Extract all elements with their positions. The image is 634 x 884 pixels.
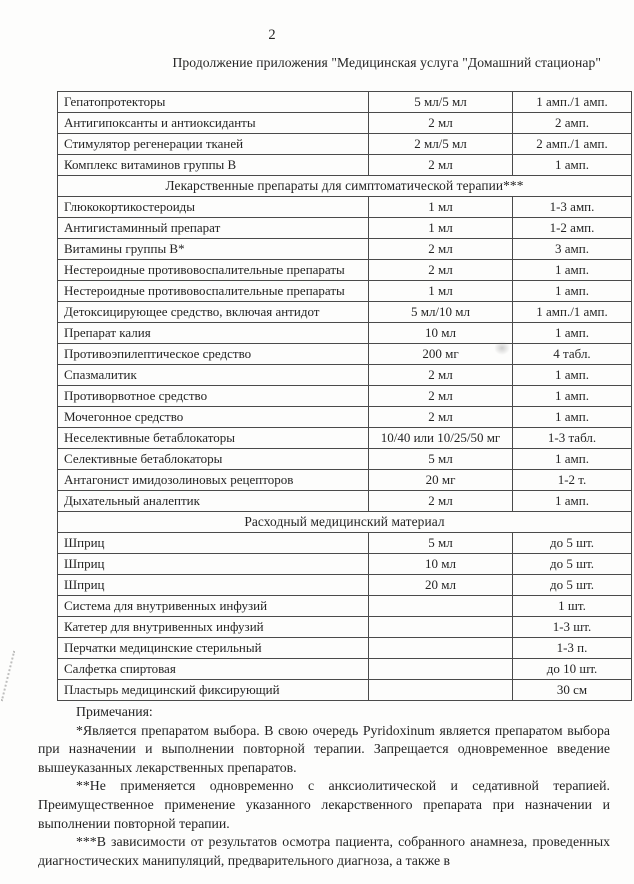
table-row bbox=[58, 239, 632, 260]
table-row bbox=[58, 680, 632, 701]
cell-name: Антагонист имидозолиновых рецепторов bbox=[58, 470, 369, 491]
cell-dose: 5 мл bbox=[369, 449, 513, 470]
table-row bbox=[58, 449, 632, 470]
cell-name: Препарат калия bbox=[58, 323, 369, 344]
section-title: Лекарственные препараты для симптоматической терапии*** bbox=[58, 176, 632, 197]
table-row bbox=[58, 92, 632, 113]
cell-qty: до 10 шт. bbox=[513, 659, 632, 680]
cell-dose: 1 мл bbox=[369, 218, 513, 239]
cell-name: Стимулятор регенерации тканей bbox=[58, 134, 369, 155]
table-row bbox=[58, 575, 632, 596]
cell-name: Шприц bbox=[58, 533, 369, 554]
cell-name: Детоксицирующее средство, включая антидот bbox=[58, 302, 369, 323]
document-header: Продолжение приложения "Медицинская услуга "Домашний стационар" bbox=[172, 55, 601, 70]
cell-name: Нестероидные противовоспалительные препараты bbox=[58, 281, 369, 302]
notes-section bbox=[38, 703, 610, 870]
table-row bbox=[58, 134, 632, 155]
cell-qty: 3 амп. bbox=[513, 239, 632, 260]
cell-name: Антигистаминный препарат bbox=[58, 218, 369, 239]
cell-name: Дыхательный аналептик bbox=[58, 491, 369, 512]
table-row bbox=[58, 155, 632, 176]
cell-dose: 2 мл bbox=[369, 386, 513, 407]
cell-dose: 1 мл bbox=[369, 281, 513, 302]
cell-dose bbox=[369, 638, 513, 659]
table-row bbox=[58, 470, 632, 491]
cell-qty: 1 амп. bbox=[513, 386, 632, 407]
cell-dose: 20 мг bbox=[369, 470, 513, 491]
cell-name: Спазмалитик bbox=[58, 365, 369, 386]
cell-name: Шприц bbox=[58, 554, 369, 575]
table-row bbox=[58, 638, 632, 659]
notes-title: Примечания: bbox=[76, 704, 153, 719]
table-row bbox=[58, 113, 632, 134]
cell-dose: 2 мл bbox=[369, 113, 513, 134]
table-row bbox=[58, 281, 632, 302]
table-row bbox=[58, 344, 632, 365]
cell-dose: 2 мл bbox=[369, 491, 513, 512]
cell-name: Катетер для внутривенных инфузий bbox=[58, 617, 369, 638]
cell-name: Антигипоксанты и антиоксиданты bbox=[58, 113, 369, 134]
cell-dose: 2 мл bbox=[369, 365, 513, 386]
drug-table-body bbox=[58, 92, 632, 701]
section-header-row bbox=[58, 176, 632, 197]
cell-qty: 1 амп. bbox=[513, 323, 632, 344]
drug-table bbox=[57, 91, 632, 701]
cell-name: Комплекс витаминов группы В bbox=[58, 155, 369, 176]
cell-name: Витамины группы В* bbox=[58, 239, 369, 260]
cell-name: Глюкокортикостероиды bbox=[58, 197, 369, 218]
cell-qty: 1-3 табл. bbox=[513, 428, 632, 449]
table-row bbox=[58, 302, 632, 323]
table-row bbox=[58, 533, 632, 554]
cell-qty: 1-3 амп. bbox=[513, 197, 632, 218]
cell-name: Мочегонное средство bbox=[58, 407, 369, 428]
cell-qty: 1 амп./1 амп. bbox=[513, 92, 632, 113]
cell-dose: 2 мл bbox=[369, 239, 513, 260]
cell-name: Противорвотное средство bbox=[58, 386, 369, 407]
cell-name: Селективные бетаблокаторы bbox=[58, 449, 369, 470]
table-row bbox=[58, 386, 632, 407]
cell-dose: 200 мг bbox=[369, 344, 513, 365]
cell-dose: 5 мл/5 мл bbox=[369, 92, 513, 113]
cell-qty: 1 амп. bbox=[513, 491, 632, 512]
note-paragraph: *Является препаратом выбора. В свою очередь Pyridoxinum является препаратом выбора при назначении и выполнении повторной терапии. Запрещается одновременное введение вышеуказанных лекарственных препаратов. bbox=[38, 722, 610, 775]
table-row bbox=[58, 617, 632, 638]
cell-dose: 5 мл/10 мл bbox=[369, 302, 513, 323]
table-row bbox=[58, 197, 632, 218]
cell-name: Гепатопротекторы bbox=[58, 92, 369, 113]
cell-qty: 1 амп. bbox=[513, 449, 632, 470]
cell-name: Пластырь медицинский фиксирующий bbox=[58, 680, 369, 701]
cell-qty: 1 амп. bbox=[513, 281, 632, 302]
cell-qty: 1 амп./1 амп. bbox=[513, 302, 632, 323]
cell-dose: 2 мл bbox=[369, 260, 513, 281]
table-row bbox=[58, 218, 632, 239]
cell-dose bbox=[369, 596, 513, 617]
cell-dose: 2 мл/5 мл bbox=[369, 134, 513, 155]
cell-dose bbox=[369, 680, 513, 701]
cell-qty: 1 шт. bbox=[513, 596, 632, 617]
cell-dose: 10/40 или 10/25/50 мг bbox=[369, 428, 513, 449]
cell-name: Перчатки медицинские стерильный bbox=[58, 638, 369, 659]
cell-qty: 2 амп. bbox=[513, 113, 632, 134]
table-row bbox=[58, 407, 632, 428]
cell-qty: 1 амп. bbox=[513, 407, 632, 428]
table-row bbox=[58, 428, 632, 449]
section-title: Расходный медицинский материал bbox=[58, 512, 632, 533]
table-row bbox=[58, 554, 632, 575]
table-row bbox=[58, 323, 632, 344]
pen-mark bbox=[1, 651, 16, 702]
cell-qty: до 5 шт. bbox=[513, 575, 632, 596]
page-number: 2 bbox=[268, 27, 276, 43]
cell-qty: 1 амп. bbox=[513, 365, 632, 386]
cell-qty: 2 амп./1 амп. bbox=[513, 134, 632, 155]
cell-dose: 1 мл bbox=[369, 197, 513, 218]
notes-list bbox=[38, 722, 610, 871]
table-row bbox=[58, 260, 632, 281]
cell-name: Салфетка спиртовая bbox=[58, 659, 369, 680]
cell-qty: 1 амп. bbox=[513, 260, 632, 281]
cell-dose: 10 мл bbox=[369, 323, 513, 344]
cell-qty: 1-2 т. bbox=[513, 470, 632, 491]
cell-name: Противоэпилептическое средство bbox=[58, 344, 369, 365]
cell-qty: 1 амп. bbox=[513, 155, 632, 176]
cell-name: Система для внутривенных инфузий bbox=[58, 596, 369, 617]
cell-qty: 1-2 амп. bbox=[513, 218, 632, 239]
section-header-row bbox=[58, 512, 632, 533]
cell-dose: 2 мл bbox=[369, 155, 513, 176]
cell-name: Неселективные бетаблокаторы bbox=[58, 428, 369, 449]
cell-qty: 4 табл. bbox=[513, 344, 632, 365]
cell-qty: 1-3 шт. bbox=[513, 617, 632, 638]
cell-name: Шприц bbox=[58, 575, 369, 596]
cell-dose: 10 мл bbox=[369, 554, 513, 575]
cell-dose bbox=[369, 659, 513, 680]
table-row bbox=[58, 365, 632, 386]
scan-smudge bbox=[494, 341, 510, 355]
table-row bbox=[58, 491, 632, 512]
cell-qty: до 5 шт. bbox=[513, 554, 632, 575]
cell-dose: 20 мл bbox=[369, 575, 513, 596]
cell-dose: 2 мл bbox=[369, 407, 513, 428]
cell-qty: 1-3 п. bbox=[513, 638, 632, 659]
cell-name: Нестероидные противовоспалительные препараты bbox=[58, 260, 369, 281]
cell-qty: 30 см bbox=[513, 680, 632, 701]
table-row bbox=[58, 659, 632, 680]
note-paragraph: **Не применяется одновременно с анксиолитической и седативной терапией. Преимущественное применение указанного лекарственного препарата при назначении и выполнении повторной терапии. bbox=[38, 778, 610, 831]
cell-dose bbox=[369, 617, 513, 638]
table-row bbox=[58, 596, 632, 617]
note-paragraph: ***В зависимости от результатов осмотра пациента, собранного анамнеза, проведенных диагностических манипуляций, предварительного диагноза, а также в bbox=[38, 834, 610, 868]
cell-dose: 5 мл bbox=[369, 533, 513, 554]
cell-qty: до 5 шт. bbox=[513, 533, 632, 554]
